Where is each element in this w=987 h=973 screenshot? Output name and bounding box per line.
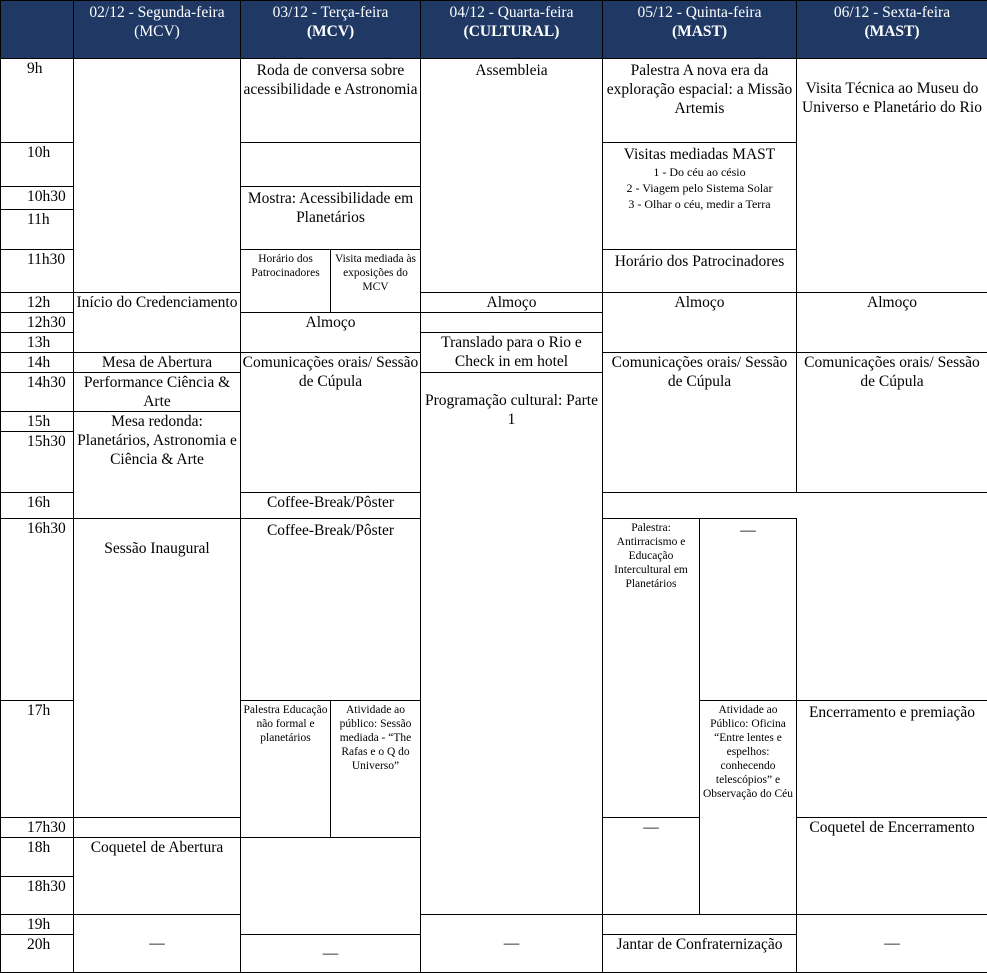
header-tuesday: 03/12 - Terça-feira (MCV) <box>241 1 421 59</box>
wed-almoco: Almoço <box>421 293 603 313</box>
mon-empty-1730 <box>74 818 241 838</box>
time-label: 17h30 <box>1 818 74 838</box>
time-label: 20h <box>1 935 74 973</box>
row-12h <box>1 293 987 313</box>
time-label: 11h30 <box>1 250 74 293</box>
thu-coffee-break: Coffee-Break/Pôster <box>241 492 421 518</box>
tue-horario-patrocinadores: Horário dos Patrocinadores <box>241 250 331 313</box>
time-label: 16h30 <box>1 519 74 701</box>
time-label: 10h <box>1 143 74 187</box>
tue-palestra-educacao: Palestra Educação não formal e planetários <box>241 701 331 838</box>
fri-almoco: Almoço <box>797 293 987 353</box>
wed-translado: Translado para o Rio e Check in em hotel <box>421 333 603 373</box>
mon-performance: Performance Ciência & Arte <box>74 373 241 412</box>
time-label: 12h <box>1 293 74 313</box>
time-label: 18h <box>1 838 74 877</box>
wed-dash: — <box>421 915 603 973</box>
time-label: 19h <box>1 915 74 935</box>
mon-mesa-abertura: Mesa de Abertura <box>74 353 241 373</box>
time-label: 10h30 <box>1 187 74 210</box>
time-label: 17h <box>1 701 74 818</box>
visitas-item-3: 3 - Olhar o céu, medir a Terra <box>603 196 796 212</box>
tue-roda-conversa: Roda de conversa sobre acessibilidade e Astronomia <box>241 59 421 143</box>
header-wednesday: 04/12 - Quarta-feira (CULTURAL) <box>421 1 603 59</box>
mon-mesa-redonda: Mesa redonda: Planetários, Astronomia e Ciência & Arte <box>74 412 241 519</box>
header-friday: 06/12 - Sexta-feira (MAST) <box>797 1 987 59</box>
mon-dash: — <box>74 915 241 973</box>
time-label: 13h <box>1 333 74 353</box>
header-monday: 02/12 - Segunda-feira (MCV) <box>74 1 241 59</box>
visitas-item-1: 1 - Do céu ao césio <box>603 164 796 180</box>
tue-dash: — <box>241 935 421 973</box>
wed-assembleia: Assembleia <box>421 59 603 293</box>
thu-visitas-mediadas <box>603 143 797 250</box>
tue-almoco: Almoço <box>241 313 421 353</box>
row-19h <box>1 915 987 935</box>
fri-coquetel: Coquetel de Encerramento <box>797 818 987 915</box>
wed-programacao-1: Programação cultural: Parte 1 <box>421 373 603 915</box>
mon-coquetel: Coquetel de Abertura <box>74 838 241 915</box>
tue-comunicacoes: Comunicações orais/ Sessão de Cúpula <box>241 353 421 493</box>
visitas-item-2: 2 - Viagem pelo Sistema Solar <box>603 180 796 196</box>
header-row <box>1 1 987 59</box>
mon-credenciamento: Início do Credenciamento <box>74 293 241 353</box>
tue-empty-evening <box>241 838 421 935</box>
thu-horario-patrocinadores: Horário dos Patrocinadores <box>603 250 797 293</box>
mon-empty-morning <box>74 59 241 293</box>
thu-palestra-artemis: Palestra A nova era da exploração espacial: a Missão Artemis <box>603 59 797 143</box>
fri-encerramento: Encerramento e premiação <box>797 701 987 818</box>
time-label: 16h <box>1 492 74 518</box>
fri-dash: — <box>797 915 987 973</box>
row-9h <box>1 59 987 143</box>
tue-empty-10h <box>241 143 421 187</box>
tue-coffee-break: Coffee-Break/Pôster <box>241 519 421 701</box>
header-thursday: 05/12 - Quinta-feira (MAST) <box>603 1 797 59</box>
thu-palestra-antirracismo: Palestra: Antirracismo e Educação Intercultural em Planetários <box>603 519 700 818</box>
thu-atividade-publico: Atividade ao Público: Oficina “Entre lentes e espelhos: conhecendo telescópios” e Observação do Céu <box>700 701 797 915</box>
thu-dash-b: — <box>603 818 700 915</box>
tue-visita-mediada: Visita mediada às exposições do MCV <box>331 250 421 313</box>
thu-empty-19h <box>603 915 797 935</box>
time-label: 18h30 <box>1 876 74 915</box>
time-label: 12h30 <box>1 313 74 333</box>
mon-sessao-inaugural: Sessão Inaugural <box>74 519 241 818</box>
tue-atividade-publico: Atividade ao público: Sessão mediada - “The Rafas e o Q do Universo” <box>331 701 421 838</box>
time-label: 15h30 <box>1 432 74 493</box>
fri-comunicacoes: Comunicações orais/ Sessão de Cúpula <box>797 353 987 493</box>
wed-empty-1230 <box>421 313 603 333</box>
time-label: 14h <box>1 353 74 373</box>
header-corner <box>1 1 74 59</box>
thu-jantar: Jantar de Confraternização <box>603 935 797 973</box>
time-label: 14h30 <box>1 373 74 412</box>
tue-mostra: Mostra: Acessibilidade em Planetários <box>241 187 421 250</box>
fri-visita-tecnica: Visita Técnica ao Museu do Universo e Planetário do Rio <box>797 59 987 293</box>
thu-dash-a: — <box>700 519 797 701</box>
thu-almoco: Almoço <box>603 293 797 353</box>
time-label: 15h <box>1 412 74 432</box>
visitas-title: Visitas mediadas MAST <box>603 145 796 164</box>
time-label: 11h <box>1 210 74 250</box>
time-label: 9h <box>1 59 74 143</box>
thu-comunicacoes: Comunicações orais/ Sessão de Cúpula <box>603 353 797 493</box>
